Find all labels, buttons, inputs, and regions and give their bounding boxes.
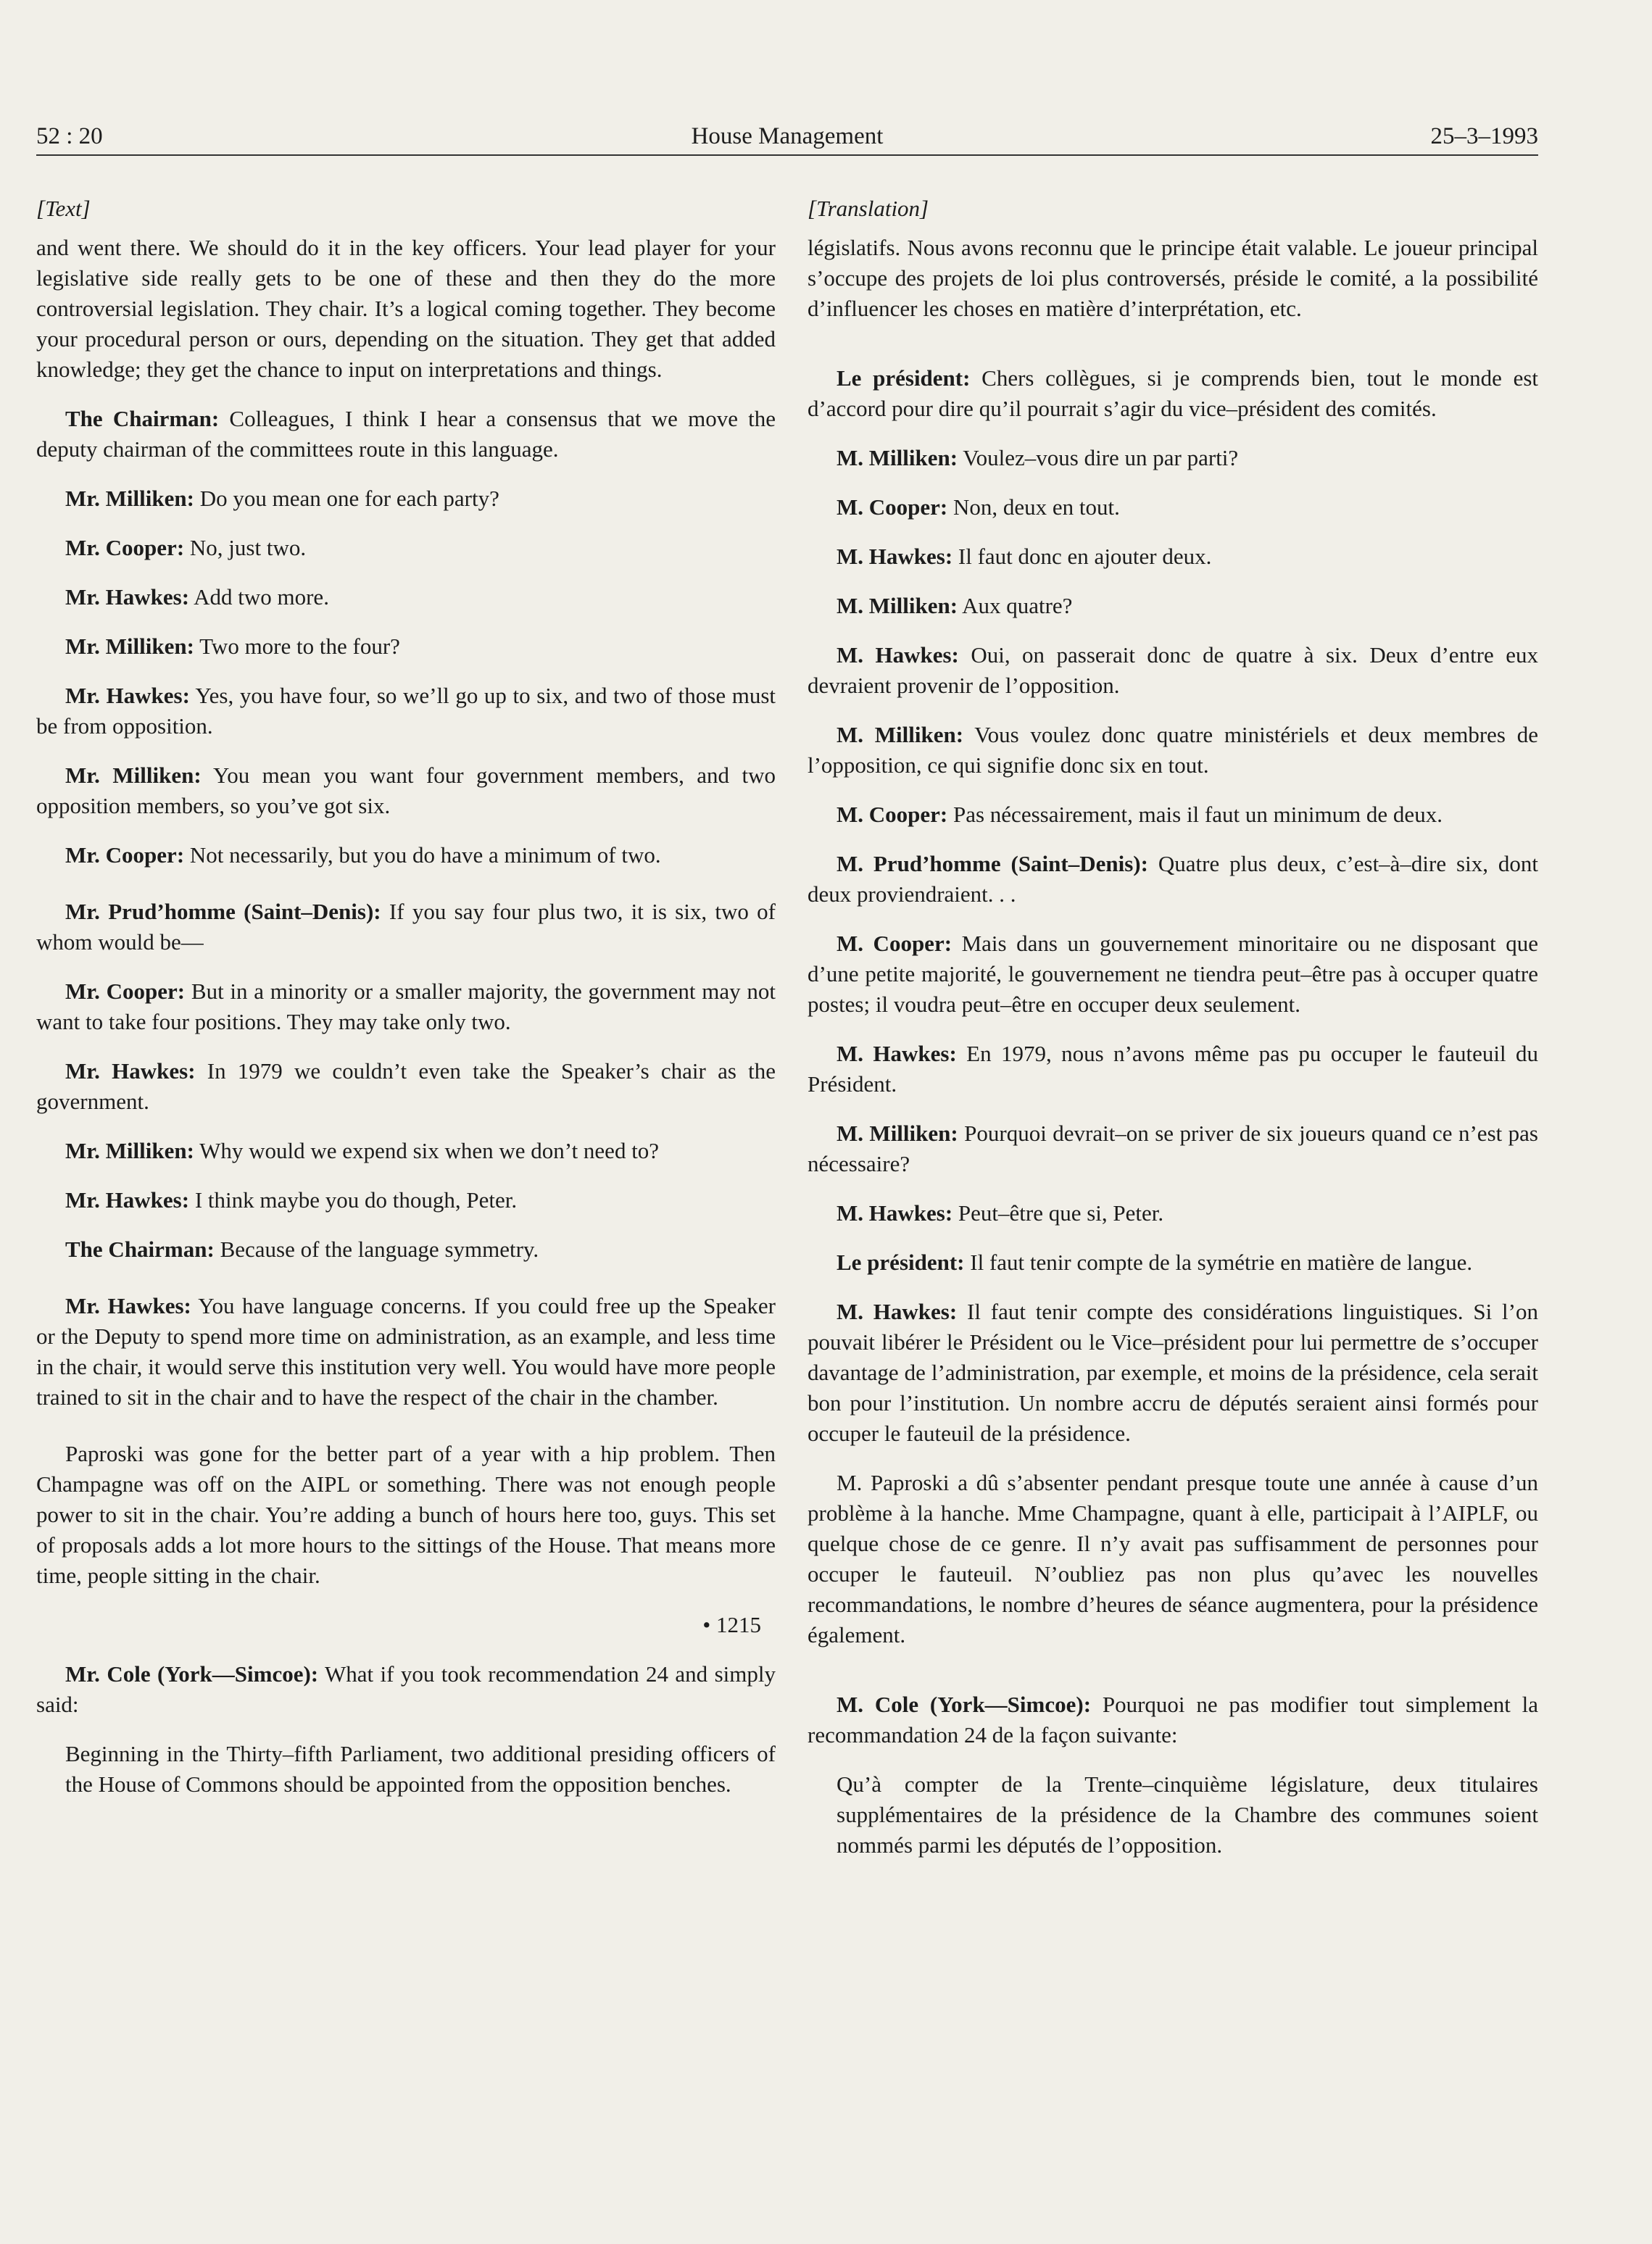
document-page <box>36 123 1538 1879</box>
speech-paragraph <box>36 533 776 563</box>
speech-paragraph <box>36 1234 776 1265</box>
speaker-name: Mr. Milliken: <box>65 762 202 788</box>
speech-text: What if you took recommendation 24 and simply said: <box>36 1661 776 1717</box>
speaker-name: M. Cole (York—Simcoe): <box>837 1692 1092 1717</box>
speech-text: Add two more. <box>194 584 329 610</box>
speech-text: Aux quatre? <box>962 593 1073 618</box>
speech-text: I think maybe you do though, Peter. <box>194 1187 518 1213</box>
speech-paragraph <box>36 681 776 741</box>
speaker-name: Mr. Cooper: <box>65 535 185 560</box>
speaker-name: Mr. Hawkes: <box>65 584 190 610</box>
speech-paragraph <box>808 541 1538 572</box>
speech-text: En 1979, nous n’avons même pas pu occuper le fauteuil du Président. <box>808 1041 1538 1097</box>
speaker-name: Mr. Milliken: <box>65 486 194 511</box>
speech-text: Oui, on passerait donc de quatre à six. Deux d’entre eux devraient provenir de l’opposition. <box>808 642 1538 698</box>
speech-paragraph <box>808 720 1538 781</box>
speech-paragraph <box>36 1056 776 1117</box>
speech-text: No, just two. <box>189 535 307 560</box>
speaker-name: Mr. Hawkes: <box>65 1058 196 1084</box>
speaker-name: The Chairman: <box>65 406 220 431</box>
speech-paragraph <box>808 1198 1538 1229</box>
speech-text: Il faut tenir compte de la symétrie en matière de langue. <box>970 1250 1473 1275</box>
speaker-name: M. Milliken: <box>837 445 958 470</box>
speech-text: Vous voulez donc quatre ministériels et deux membres de l’opposition, ce qui signifie donc six en tout. <box>808 722 1538 778</box>
speech-text: Chers collègues, si je comprends bien, tout le monde est d’accord pour dire qu’il pourrait s’agir du vice–président des comités. <box>808 365 1539 421</box>
speaker-name: Le président: <box>837 365 971 391</box>
speaker-name: M. Hawkes: <box>837 544 953 569</box>
speaker-name: Mr. Milliken: <box>65 633 194 659</box>
quoted-recommendation: Qu’à compter de la Trente–cinquième législature, deux titulaires supplémentaires de la présidence de la Chambre des communes soient nommés parmi les députés de l’opposition. <box>837 1771 1538 1858</box>
paragraph: M. Paproski a dû s’absenter pendant presque toute une année à cause d’un problème à la hanche. Mme Champagne, quant à elle, participait à l’AIPLF, ou quelque chose de ce genre. Il n’y avait pas suffisamment de personnes pour occuper le fauteuil. N’oubliez pas non plus qu’avec les nouvelles recommandations, le nombre d’heures de séance augmentera, pour la présidence également. <box>808 1470 1538 1647</box>
speech-paragraph <box>808 1690 1538 1750</box>
running-header <box>36 123 1538 156</box>
page-number: 52 : 20 <box>36 123 103 149</box>
speaker-name: Mr. Hawkes: <box>65 1187 190 1213</box>
speech-paragraph <box>808 492 1538 523</box>
speech-paragraph <box>808 1247 1538 1278</box>
speech-text: Because of the language symmetry. <box>220 1237 539 1262</box>
french-column <box>808 194 1538 1879</box>
speech-paragraph <box>36 582 776 612</box>
speaker-name: The Chairman: <box>65 1237 215 1262</box>
speech-paragraph <box>36 760 776 821</box>
speech-paragraph <box>808 1118 1538 1179</box>
speaker-name: Mr. Cole (York—Simcoe): <box>65 1661 319 1687</box>
speech-text: Il faut donc en ajouter deux. <box>958 544 1212 569</box>
speech-text: You mean you want four government members, and two opposition members, so you’ve got six. <box>36 762 776 818</box>
speech-text: If you say four plus two, it is six, two of whom would be— <box>36 899 776 955</box>
speaker-name: M. Cooper: <box>837 931 952 956</box>
speech-text: Why would we expend six when we don’t need to? <box>199 1138 660 1163</box>
speech-paragraph <box>808 640 1538 701</box>
speaker-name: M. Milliken: <box>837 722 964 747</box>
speech-text: You have language concerns. If you could free up the Speaker or the Deputy to spend more time on administration, as an example, and less time in the chair, it would serve this institution very well. You would have more people trained to sit in the chair and to have the respect of the chair in the chamber. <box>36 1293 776 1410</box>
speaker-name: M. Hawkes: <box>837 1299 958 1324</box>
speech-text: But in a minority or a smaller majority, the government may not want to take four positions. They may take only two. <box>36 978 776 1034</box>
running-title: House Management <box>691 123 884 149</box>
speech-text: Non, deux en tout. <box>952 494 1120 520</box>
quoted-recommendation: Beginning in the Thirty–fifth Parliament, two additional presiding officers of the House of Commons should be appointed from the opposition benches. <box>65 1741 776 1797</box>
two-column-body <box>36 194 1538 1879</box>
speech-text: Peut–être que si, Peter. <box>958 1200 1164 1226</box>
speech-paragraph <box>36 976 776 1037</box>
speech-paragraph <box>36 1659 776 1720</box>
speaker-name: M. Hawkes: <box>837 1041 957 1066</box>
column-label-text: [Text] <box>36 196 91 221</box>
speech-paragraph <box>36 404 776 465</box>
speech-text: Pas nécessairement, mais il faut un minimum de deux. <box>952 802 1443 827</box>
speech-paragraph <box>36 1291 776 1413</box>
english-column <box>36 194 776 1879</box>
time-marker: • 1215 <box>702 1612 761 1637</box>
speaker-name: M. Hawkes: <box>837 1200 953 1226</box>
paragraph: législatifs. Nous avons reconnu que le principe était valable. Le joueur principal s’occupe des projets de loi plus controversés, préside le comité, a la possibilité d’influencer les choses en matière d’interprétation, etc. <box>808 235 1538 321</box>
speaker-name: M. Cooper: <box>837 494 948 520</box>
header-date: 25–3–1993 <box>1430 123 1538 149</box>
speaker-name: Mr. Hawkes: <box>65 1293 191 1318</box>
speech-paragraph <box>36 1136 776 1166</box>
speech-text: Yes, you have four, so we’ll go up to six, and two of those must be from opposition. <box>36 683 776 739</box>
speech-text: Colleagues, I think I hear a consensus that we move the deputy chairman of the committees route in this language. <box>36 406 776 462</box>
speech-paragraph <box>808 799 1538 830</box>
speech-text: In 1979 we couldn’t even take the Speaker’s chair as the government. <box>36 1058 776 1114</box>
speaker-name: M. Milliken: <box>837 593 958 618</box>
speech-paragraph <box>808 591 1538 621</box>
speech-text: Il faut tenir compte des considérations linguistiques. Si l’on pouvait libérer le Président ou le Vice–président pour lui permettre de s’occuper davantage de l’administration, par exemple, et moins de la présidence, cela serait bon pour l’institution. Un nombre accru de députés seraient ainsi formés pour occuper le fauteuil de la présidence. <box>808 1299 1538 1446</box>
speech-text: Do you mean one for each party? <box>199 486 499 511</box>
column-label-translation: [Translation] <box>808 196 929 221</box>
speaker-name: M. Prud’homme (Saint–Denis): <box>837 851 1148 876</box>
speaker-name: Mr. Hawkes: <box>65 683 190 708</box>
speech-paragraph <box>808 928 1538 1020</box>
paragraph: Paproski was gone for the better part of a year with a hip problem. Then Champagne was off on the AIPL or something. There was not enough people power to sit in the chair. You’re adding a bunch of hours here too, guys. This set of proposals adds a lot more hours to the sittings of the House. That means more time, people sitting in the chair. <box>36 1441 776 1588</box>
speech-text: Pourquoi devrait–on se priver de six joueurs quand ce n’est pas nécessaire? <box>808 1121 1538 1176</box>
speaker-name: M. Milliken: <box>837 1121 958 1146</box>
speaker-name: Mr. Prud’homme (Saint–Denis): <box>65 899 381 924</box>
speech-paragraph <box>36 483 776 514</box>
speech-paragraph <box>808 1039 1538 1100</box>
speaker-name: Mr. Cooper: <box>65 842 185 868</box>
speaker-name: Mr. Milliken: <box>65 1138 194 1163</box>
speaker-name: Le président: <box>837 1250 965 1275</box>
speech-text: Not necessarily, but you do have a minimum of two. <box>189 842 661 868</box>
paragraph: and went there. We should do it in the key officers. Your lead player for your legislative side really gets to be one of these and then they do the more controversial legislation. They chair. It’s a logical coming together. They become your procedural person or ours, depending on the situation. They get that added knowledge; they get the chance to input on interpretations and things. <box>36 235 776 382</box>
speech-text: Pourquoi ne pas modifier tout simplement la recommandation 24 de la façon suivante: <box>808 1692 1539 1748</box>
speaker-name: M. Cooper: <box>837 802 948 827</box>
speech-paragraph <box>36 897 776 957</box>
speech-text: Two more to the four? <box>199 633 400 659</box>
speech-paragraph <box>808 363 1538 424</box>
speech-paragraph <box>36 631 776 662</box>
speech-text: Voulez–vous dire un par parti? <box>963 445 1239 470</box>
speech-paragraph <box>36 1185 776 1216</box>
speech-text: Mais dans un gouvernement minoritaire ou ne disposant que d’une petite majorité, le gouvernement ne tiendra peut–être pas à occuper quatre postes; il voudra peut–être en occuper deux seulement. <box>808 931 1539 1017</box>
speech-paragraph <box>808 849 1538 910</box>
speech-paragraph <box>36 840 776 870</box>
speech-paragraph <box>808 443 1538 473</box>
speaker-name: Mr. Cooper: <box>65 978 186 1004</box>
speech-paragraph <box>808 1297 1538 1449</box>
speaker-name: M. Hawkes: <box>837 642 959 668</box>
speech-text: Quatre plus deux, c’est–à–dire six, dont deux proviendraient. . . <box>808 851 1539 907</box>
